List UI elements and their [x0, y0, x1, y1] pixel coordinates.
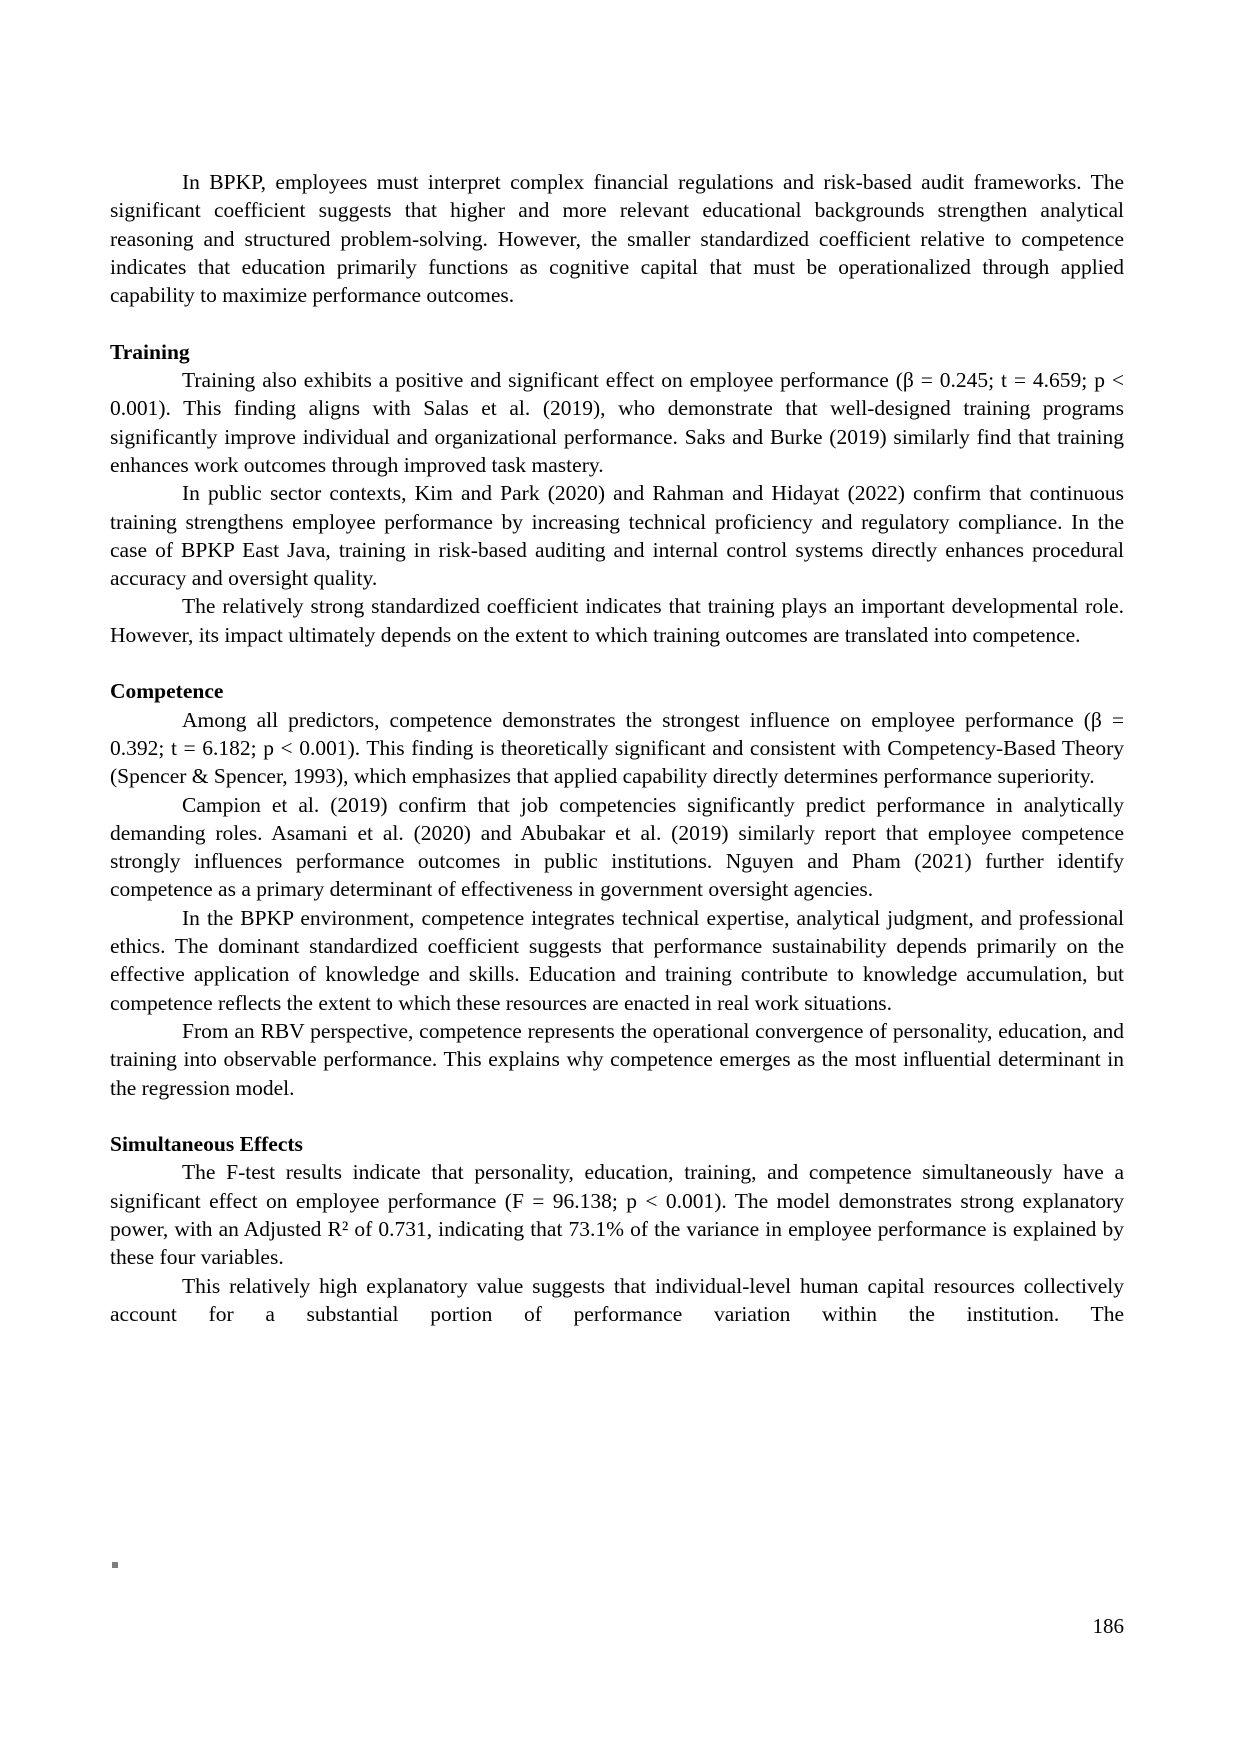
paragraph-explanatory-value: This relatively high explanatory value suggests that individual-level human capital resources collectively account for a substantial portion of performance variation within the institution. The: [110, 1273, 1124, 1326]
paragraph-ftest-results: The F-test results indicate that personality, education, training, and competence simultaneously have a significant effect on employee performance (F = 96.138; p < 0.001). The model demonstrates strong explanatory power, with an Adjusted R² of 0.731, indicating that 73.1% of the variance in employee performance is explained by these four variables.: [110, 1160, 1124, 1270]
paragraph-education-discussion: In BPKP, employees must interpret complex financial regulations and risk-based audit frameworks. The significant coefficient suggests that higher and more relevant educational backgrounds strengthen analytical reasoning and structured problem-solving. However, the smaller standardized coefficient relative to competence indicates that education primarily functions as cognitive capital that must be operationalized through applied capability to maximize performance outcomes.: [110, 170, 1124, 308]
paragraph-training-effect: Training also exhibits a positive and significant effect on employee performance (β = 0.245; t = 4.659; p < 0.001). This finding aligns with Salas et al. (2019), who demonstrate that well-designed training programs significantly improve individual and organizational performance. Saks and Burke (2019) similarly find that training enhances work outcomes through improved task mastery.: [110, 368, 1124, 477]
paragraph-competence-bpkp: In the BPKP environment, competence integrates technical expertise, analytical judgment, and professional ethics. The dominant standardized coefficient suggests that performance sustainability depends primarily on the effective application of knowledge and skills. Education and training contribute to knowledge accumulation, but competence reflects the extent to which these resources are enacted in real work situations.: [110, 905, 1124, 1015]
paragraph-competence-citations: Campion et al. (2019) confirm that job competencies significantly predict performance in analytically demanding roles. Asamani et al. (2020) and Abubakar et al. (2019) similarly report that employee competence strongly influences performance outcomes in public institutions. Nguyen and Pham (2021) further identify competence as a primary determinant of effectiveness in government oversight agencies.: [110, 792, 1124, 902]
stray-square-mark: [112, 1562, 118, 1568]
section-heading-competence: Competence: [110, 679, 224, 704]
section-heading-simultaneous-effects: Simultaneous Effects: [110, 1132, 303, 1157]
paragraph-competence-strongest: Among all predictors, competence demonstrates the strongest influence on employee performance (β = 0.392; t = 6.182; p < 0.001). This finding is theoretically significant and consistent with Competency-Based Theory (Spencer & Spencer, 1993), which emphasizes that applied capability directly determines performance superiority.: [110, 707, 1124, 789]
paragraph-competence-rbv: From an RBV perspective, competence represents the operational convergence of personality, education, and training into observable performance. This explains why competence emerges as the most influential determinant in the regression model.: [110, 1018, 1124, 1100]
paragraph-training-coefficient: The relatively strong standardized coefficient indicates that training plays an important developmental role. However, its impact ultimately depends on the extent to which training outcomes are translated into competence.: [110, 594, 1124, 647]
page-number: 186: [1092, 1614, 1124, 1638]
paragraph-training-public-sector: In public sector contexts, Kim and Park (2020) and Rahman and Hidayat (2022) confirm that continuous training strengthens employee performance by increasing technical proficiency and regulatory compliance. In the case of BPKP East Java, training in risk-based auditing and internal control systems directly enhances procedural accuracy and oversight quality.: [110, 481, 1124, 591]
page-body-text: [110, 168, 1124, 1328]
section-heading-training: Training: [110, 339, 190, 364]
